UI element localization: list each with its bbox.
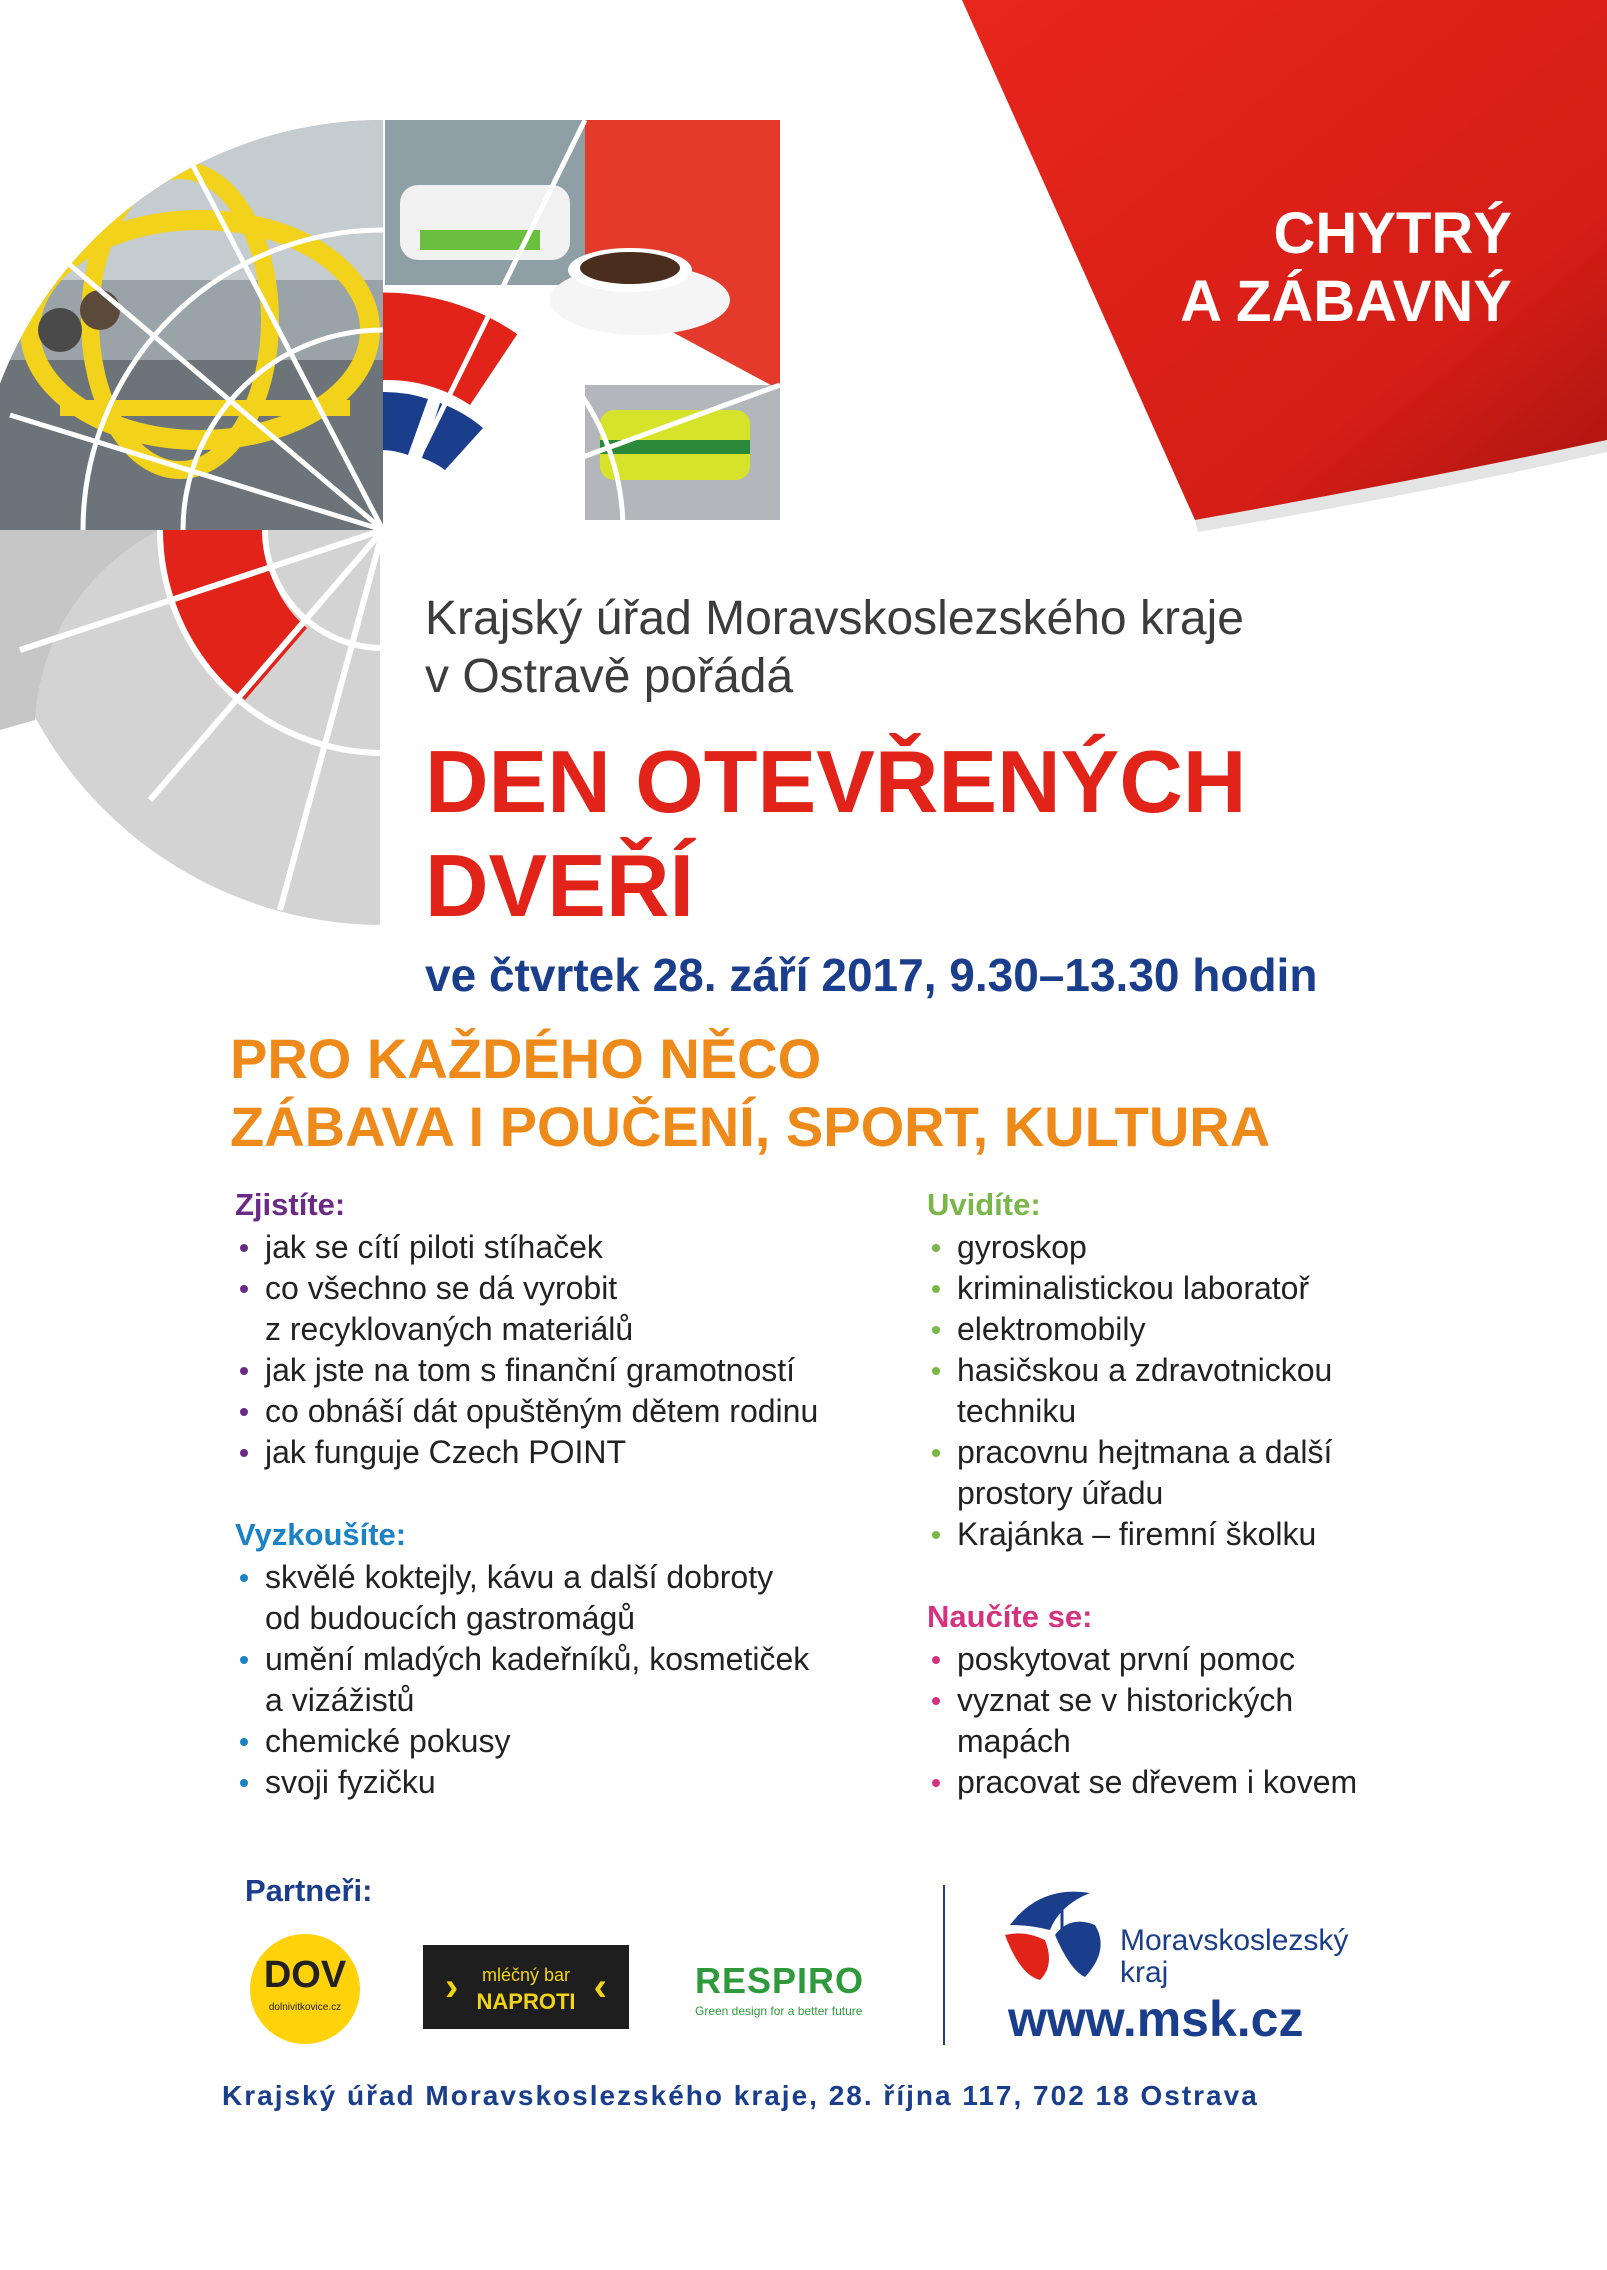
list-item-line: umění mladých kadeřníků, kosmetiček — [265, 1641, 810, 1677]
section-heading: Zjistíte: — [235, 1187, 346, 1222]
list-item-line: skvělé koktejly, kávu a další dobroty — [265, 1559, 774, 1595]
list-item-line: hasičskou a zdravotnickou — [957, 1352, 1333, 1388]
list-item-line: pracovnu hejtmana a další — [957, 1434, 1333, 1470]
slogan — [1092, 200, 1512, 336]
list-item — [235, 1268, 895, 1350]
section-zjistite — [235, 1185, 895, 1473]
section-heading: Vyzkoušíte: — [235, 1517, 407, 1552]
list-item — [927, 1350, 1487, 1432]
list-item — [927, 1268, 1487, 1309]
list-item-line: elektromobily — [957, 1311, 1146, 1347]
bullet-list — [235, 1227, 895, 1473]
partners-heading: Partneři: — [245, 1873, 373, 1908]
list-item-line: Krajánka – firemní školku — [957, 1516, 1317, 1552]
list-item-line: jak jste na tom s finanční gramotností — [265, 1352, 796, 1388]
respiro-logo — [695, 1960, 895, 2020]
organizer-text — [425, 590, 1425, 706]
list-item-line: z recyklovaných materiálů — [265, 1311, 634, 1347]
list-item-line: prostory úřadu — [957, 1475, 1164, 1511]
list-item-line: techniku — [957, 1393, 1077, 1429]
list-item — [235, 1227, 895, 1268]
dov-logo-url: dolnivitkovice.cz — [268, 2002, 342, 2013]
list-item-line: pracovat se dřevem i kovem — [957, 1764, 1358, 1800]
list-item-line: jak funguje Czech POINT — [265, 1434, 627, 1470]
bullet-list — [235, 1557, 895, 1803]
section-heading: Uvidíte: — [927, 1187, 1041, 1222]
list-item-line: co všechno se dá vyrobit — [265, 1270, 618, 1306]
list-item — [927, 1514, 1487, 1555]
bar-logo-line-1: mléčný bar — [481, 1965, 571, 1985]
list-item-line: svoji fyzičku — [265, 1764, 436, 1800]
section-heading: Naučíte se: — [927, 1599, 1093, 1634]
bar-logo-line-2: NAPROTI — [476, 1989, 576, 2014]
msk-name-line-1: Moravskoslezský — [1120, 1924, 1349, 1957]
respiro-logo-name: RESPIRO — [695, 1960, 865, 2001]
list-item-line: a vizážistů — [265, 1682, 415, 1718]
section-vyzkousite — [235, 1515, 895, 1803]
mlecny-bar-logo — [423, 1945, 629, 2029]
list-item — [235, 1350, 895, 1391]
chevron-left-icon: ‹ — [593, 1965, 607, 2009]
tagline-line-2: ZÁBAVA I POUČENÍ, SPORT, KULTURA — [230, 1095, 1271, 1158]
msk-website-link[interactable]: www.msk.cz — [1008, 1991, 1304, 2047]
list-item — [235, 1721, 895, 1762]
list-item — [235, 1432, 895, 1473]
list-item-line: kriminalistickou laboratoř — [957, 1270, 1310, 1306]
list-item — [235, 1391, 895, 1432]
event-title-line-2: DVEŘÍ — [425, 836, 694, 935]
list-item-line: gyroskop — [957, 1229, 1087, 1265]
list-item-line: jak se cítí piloti stíhaček — [265, 1229, 603, 1265]
organizer-line-2: v Ostravě pořádá — [425, 650, 794, 703]
event-date: ve čtvrtek 28. září 2017, 9.30–13.30 hodin — [425, 949, 1318, 1001]
list-item — [927, 1680, 1487, 1762]
list-item — [927, 1227, 1487, 1268]
slogan-line-1: CHYTRÝ — [1273, 201, 1512, 266]
section-uvidite — [927, 1185, 1487, 1555]
msk-name-line-2: kraj — [1120, 1956, 1169, 1989]
slogan-line-2: A ZÁBAVNÝ — [1180, 269, 1512, 334]
list-item-line: od budoucích gastromágů — [265, 1600, 636, 1636]
bullet-list — [927, 1639, 1487, 1803]
tagline-line-1: PRO KAŽDÉHO NĚCO — [230, 1027, 822, 1090]
list-item — [927, 1309, 1487, 1350]
event-title — [425, 730, 1525, 938]
chevron-right-icon: › — [445, 1965, 459, 2009]
list-item-line: poskytovat první pomoc — [957, 1641, 1295, 1677]
list-item-line: co obnáší dát opuštěným dětem rodinu — [265, 1393, 819, 1429]
list-item-line: chemické pokusy — [265, 1723, 511, 1759]
divider — [943, 1885, 945, 2045]
dov-logo-name: DOV — [263, 1954, 347, 1996]
list-item — [235, 1557, 895, 1639]
footer-address: Krajský úřad Moravskoslezského kraje, 28. října 117, 702 18 Ostrava — [222, 2080, 1259, 2111]
list-item — [927, 1762, 1487, 1803]
tagline — [230, 1025, 1270, 1161]
list-item — [235, 1639, 895, 1721]
bullet-list — [927, 1227, 1487, 1555]
respiro-logo-claim: Green design for a better future — [695, 2004, 863, 2018]
event-title-line-1: DEN OTEVŘENÝCH — [425, 732, 1247, 831]
msk-emblem-icon — [1000, 1885, 1120, 1985]
dov-logo — [250, 1934, 360, 2044]
section-naucite — [927, 1597, 1487, 1803]
list-item — [927, 1432, 1487, 1514]
organizer-line-1: Krajský úřad Moravskoslezského kraje — [425, 592, 1244, 645]
list-item — [235, 1762, 895, 1803]
list-item-line: mapách — [957, 1723, 1071, 1759]
msk-name — [1120, 1925, 1348, 1989]
list-item — [927, 1639, 1487, 1680]
list-item-line: vyznat se v historických — [957, 1682, 1294, 1718]
